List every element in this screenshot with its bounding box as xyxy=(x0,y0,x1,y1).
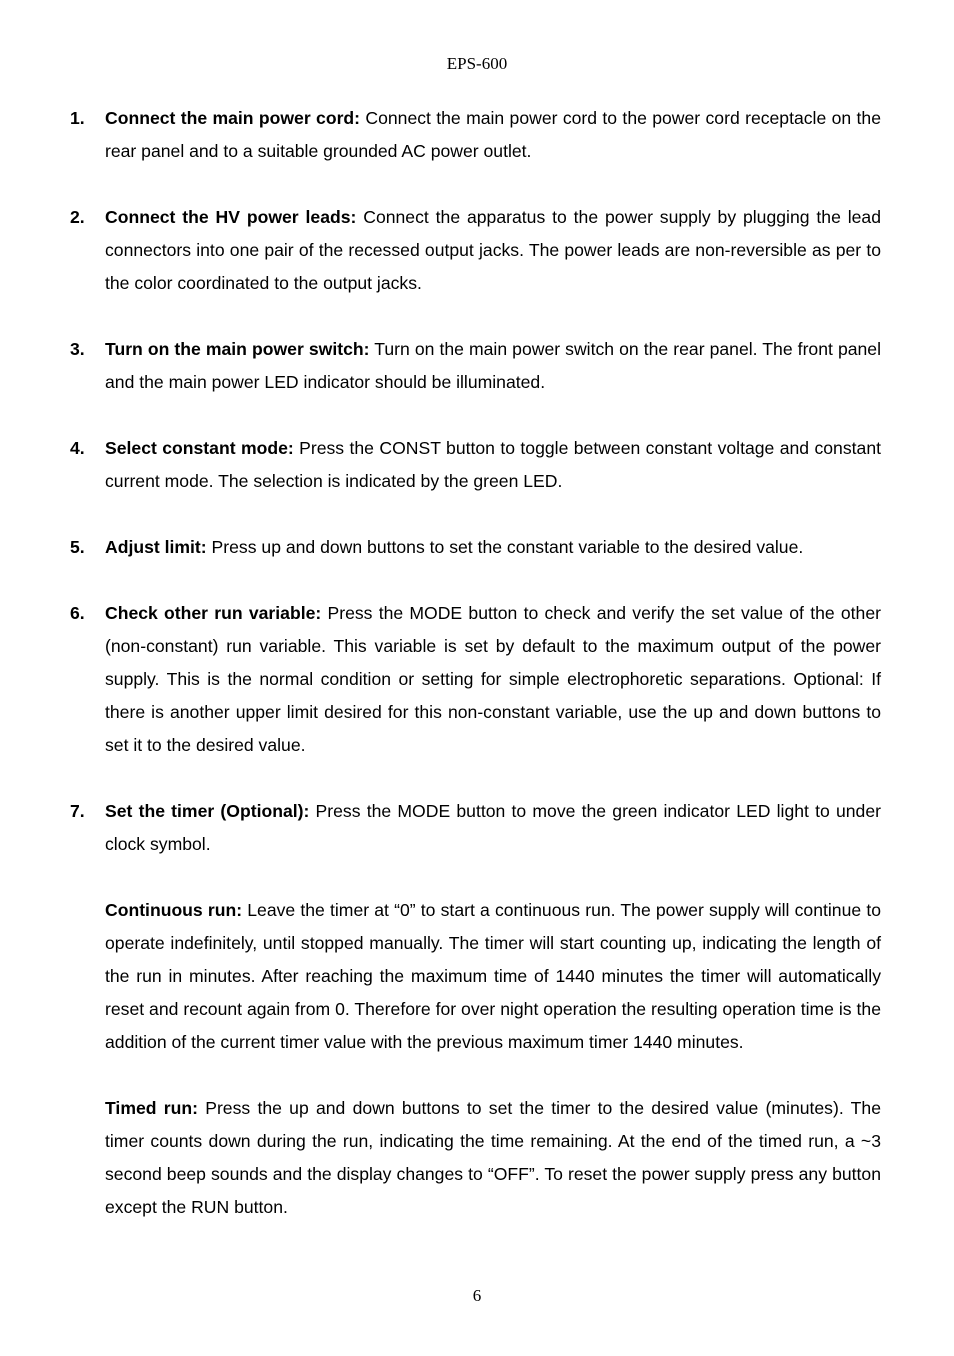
item-title: Connect the HV power leads: xyxy=(105,207,357,227)
page-header: EPS-600 xyxy=(446,54,508,73)
item-number: 7. xyxy=(70,801,85,821)
item-title: Connect the main power cord: xyxy=(105,108,361,128)
instructions-list xyxy=(70,102,881,1257)
item-title: Select constant mode: xyxy=(105,438,294,458)
page-number: 6 xyxy=(472,1286,482,1305)
item-text: Connect the main power cord to the power cord receptacle on the rear panel and to a suitable grounded AC power outlet. xyxy=(105,108,881,161)
item-title: Turn on the main power switch: xyxy=(105,339,370,359)
item-number: 3. xyxy=(70,339,85,359)
item-number: 6. xyxy=(70,603,85,623)
subsection-title: Continuous run: xyxy=(105,900,243,920)
item-number: 2. xyxy=(70,207,85,227)
subsection-timed-run xyxy=(70,1092,881,1224)
item-number: 4. xyxy=(70,438,85,458)
item-text: Connect the apparatus to the power supply by plugging the lead connectors into one pair of the recessed output jacks. The power leads are non-reversible as per to the color coordinated to the output jacks. xyxy=(105,207,881,293)
subsection-continuous-run xyxy=(70,894,881,1059)
item-text: Press the MODE button to move the green indicator LED light to under clock symbol. xyxy=(105,801,881,854)
item-title: Set the timer (Optional): xyxy=(105,801,310,821)
item-title: Check other run variable: xyxy=(105,603,322,623)
subsection-text: Leave the timer at “0” to start a continuous run. The power supply will continue to operate indefinitely, until stopped manually. The timer will start counting up, indicating the length of the run in minutes. After reaching the maximum time of 1440 minutes the timer will automatically reset and recount again from 0. Therefore for over night operation the resulting operation time is the addition of the current timer value with the previous maximum timer 1440 minutes. xyxy=(105,900,881,1052)
item-text: Press up and down buttons to set the constant variable to the desired value. xyxy=(206,537,804,557)
list-item xyxy=(70,531,881,564)
item-text: Turn on the main power switch on the rear panel. The front panel and the main power LED indicator should be illuminated. xyxy=(105,339,881,392)
item-text: Press the MODE button to check and verify the set value of the other (non-constant) run variable. This variable is set by default to the maximum output of the power supply. This is the normal condition or setting for simple electrophoretic separations. Optional: If there is another upper limit desired for this non-constant variable, use the up and down buttons to set it to the desired value. xyxy=(105,603,881,755)
subsection-title: Timed run: xyxy=(105,1098,198,1118)
item-number: 5. xyxy=(70,537,85,557)
list-item xyxy=(70,432,881,498)
list-item xyxy=(70,201,881,300)
item-number: 1. xyxy=(70,108,85,128)
item-title: Adjust limit: xyxy=(105,537,207,557)
subsection-text: Press the up and down buttons to set the timer to the desired value (minutes). The timer counts down during the run, indicating the time remaining. At the end of the timed run, a ~3 second beep sounds and the display changes to “OFF”. To reset the power supply press any button except the RUN button. xyxy=(105,1098,881,1217)
list-item xyxy=(70,597,881,762)
list-item xyxy=(70,333,881,399)
list-item xyxy=(70,795,881,861)
list-item xyxy=(70,102,881,168)
item-text: Press the CONST button to toggle between constant voltage and constant current mode. The selection is indicated by the green LED. xyxy=(105,438,881,491)
